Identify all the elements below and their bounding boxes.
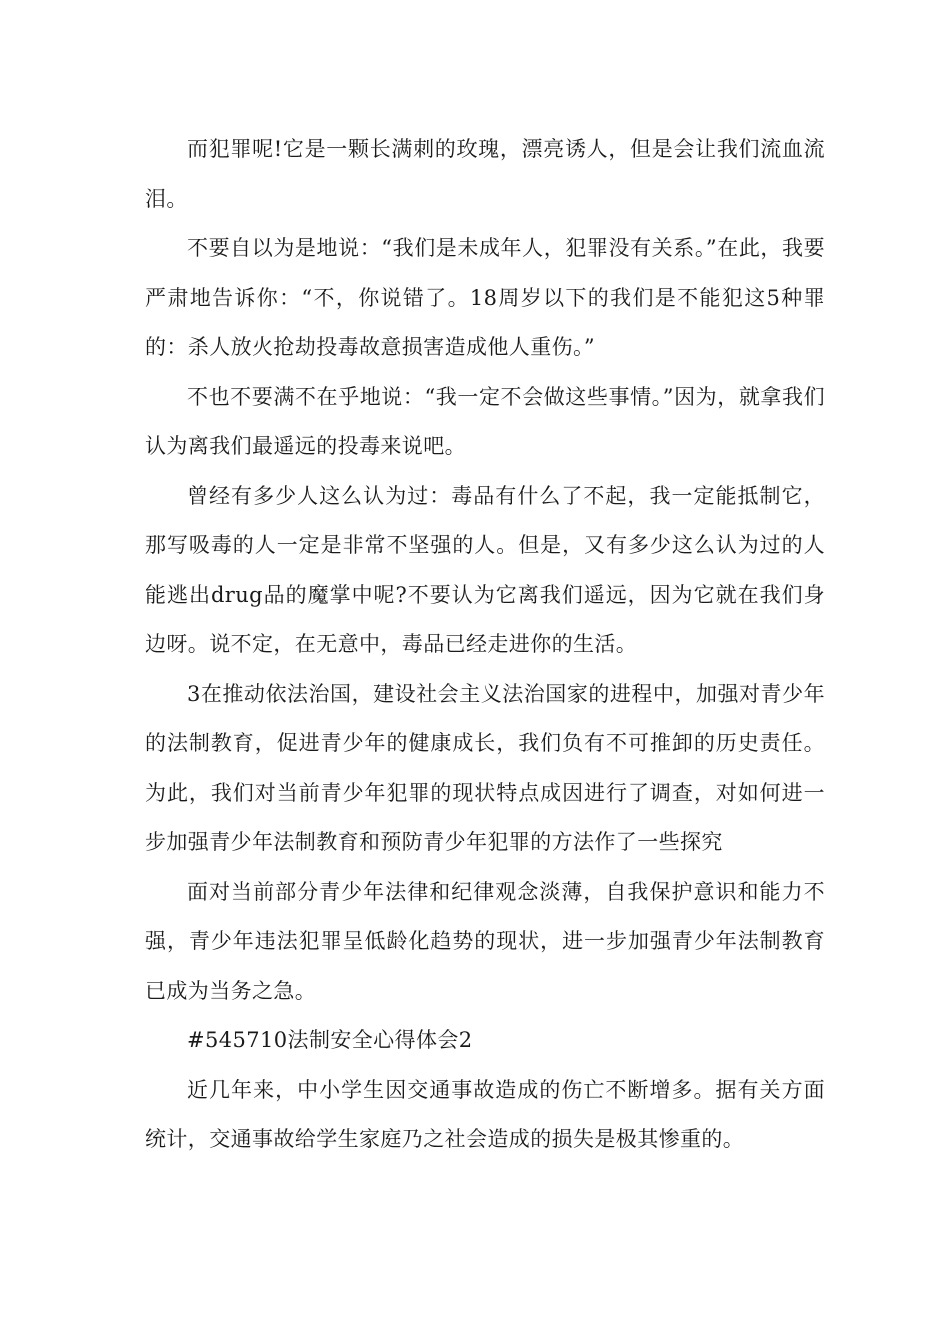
- paragraph-traffic-accidents: 近几年来，中小学生因交通事故造成的伤亡不断增多。据有关方面统计，交通事故给学生家庭乃之社会造成的损失是极其惨重的。: [145, 1077, 825, 1151]
- paragraph-dont-be-careless: 不也不要满不在乎地说：“我一定不会做这些事情。”因为，就拿我们认为离我们最遥远的投毒来说吧。: [145, 384, 825, 458]
- paragraph-rose-metaphor: 而犯罪呢!它是一颗长满刺的玫瑰，漂亮诱人，但是会让我们流血流泪。: [145, 137, 825, 211]
- paragraph-drug-danger: 曾经有多少人这么认为过：毒品有什么了不起，我一定能抵制它，那写吸毒的人一定是非常不坚强的人。但是，又有多少这么认为过的人能逃出drug品的魔掌中呢?不要认为它离我们遥远，因为它就在我们身边呀。说不定，在无意中，毒品已经走进你的生活。: [145, 483, 825, 656]
- paragraph-legal-education: 面对当前部分青少年法律和纪律观念淡薄，自我保护意识和能力不强，青少年违法犯罪呈低龄化趋势的现状，进一步加强青少年法制教育已成为当务之急。: [145, 879, 825, 1003]
- paragraph-rule-of-law: 3在推动依法治国，建设社会主义法治国家的进程中，加强对青少年的法制教育，促进青少年的健康成长，我们负有不可推卸的历史责任。为此，我们对当前青少年犯罪的现状特点成因进行了调查，对如何进一步加强青少年法制教育和预防青少年犯罪的方法作了一些探究: [145, 681, 825, 854]
- document-body: [145, 125, 825, 1165]
- section-heading: #545710法制安全心得体会2: [187, 1028, 473, 1052]
- paragraph-minors-warning: 不要自以为是地说：“我们是未成年人，犯罪没有关系。”在此，我要严肃地告诉你：“不，你说错了。18周岁以下的我们是不能犯这5种罪的：杀人放火抢劫投毒故意损害造成他人重伤。”: [145, 236, 825, 359]
